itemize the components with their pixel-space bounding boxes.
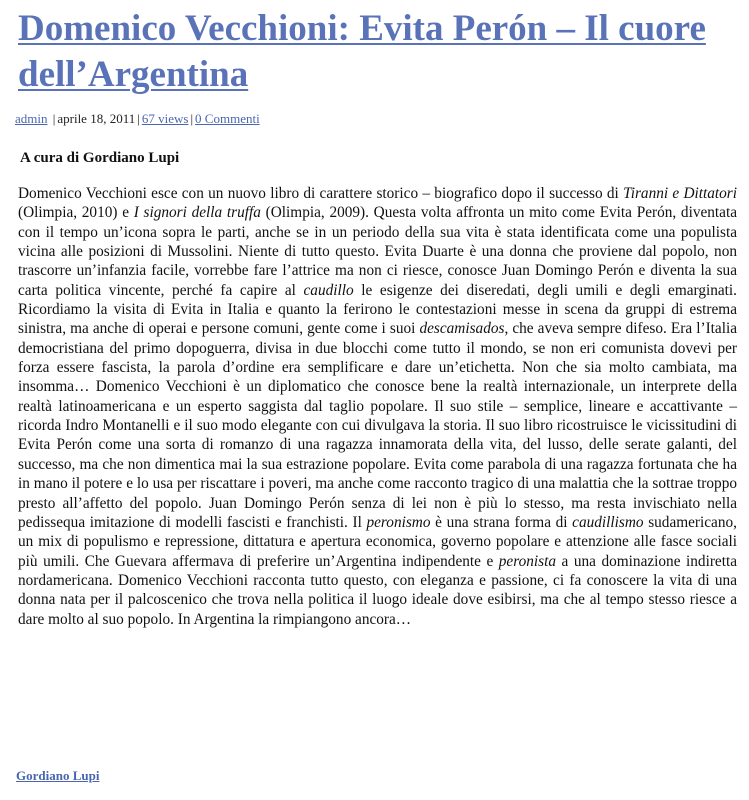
body-text: , che aveva sempre difeso. Era l’Italia democristiana del primo dopoguerra, divisa in due blocchi come tutto il mondo, se non eri comunista dovevi per forza essere fascista, la parola d’ordine era semplificare e dare un’etichetta. Non che sia molto cambiata, ma insomma… Domenico Vecchioni è un diplomatico che conosce bene la realtà internazionale, un interprete della realtà latinoamericana e un esperto saggista dal taglio popolare. Il suo stile – semplice, lineare e accattivante – ricorda Indro Montanelli e il suo modo elegante con cui divulgava la storia. Il suo libro ricostruisce le vicissitudini di Evita Perón come una sorta di romanzo di una ragazza innamorata della vita, del lusso, delle serate galanti, del successo, ma che non dimentica mai la sua estrazione popolare. Evita come parabola di una ragazza fortunata che ha in mano il potere e lo usa per riscattare i poveri, ma anche come racconto tragico di una malattia che la sottrae troppo presto all’affetto del popolo. Juan Domingo Perón senza di lei non è più lo stesso, ma resta invischiato nella pedissequa imitazione di modelli fascisti e franchisti. Il (18, 320, 737, 531)
body-text: sudamericano, un mix di populismo e repressione, dittatura e apertura economica, governo popolare e attenzione alle fasce sociali più umili. Che Guevara affermava di preferire un’Argentina indipendente e (18, 513, 737, 570)
body-text: Domenico Vecchioni esce con un nuovo libro di carattere storico – biografico dopo il successo di (18, 185, 624, 202)
author-signature-link[interactable]: Gordiano Lupi (16, 768, 100, 783)
body-text: (Olimpia, 2009). Questa volta affronta un mito come Evita Perón, diventata con il tempo un’icona sopra le parti, anche se in un periodo della sua vita è stata identificata come una populista vicina alle posizioni di Mussolini. Niente di tutto questo. Evita Duarte è una donna che proviene dal popolo, non trascorre un’infanzia facile, vorrebbe fare l’attrice ma non ci riesce, conosce Juan Domingo Perón e diventa la sua carta politica vincente, perché fa capire al (18, 204, 737, 299)
views-link[interactable]: 67 views (141, 111, 189, 126)
meta-separator: | (52, 111, 56, 126)
article-title[interactable]: Domenico Vecchioni: Evita Perón – Il cuore dell’Argentina (18, 8, 706, 95)
article-body (18, 184, 737, 629)
meta-separator: | (137, 111, 140, 126)
body-text: è una strana forma di (430, 513, 573, 531)
italic-term: descamisados (419, 320, 505, 338)
italic-term: peronista (498, 552, 557, 570)
book-title: Tiranni e Dittatori (623, 185, 738, 202)
comments-link[interactable]: 0 Commenti (195, 111, 260, 126)
body-text: le esigenze dei diseredati, degli umili e degli emarginati. Ricordiamo la visita di Evita in Italia e quanto la ferirono le contestazioni messe in scena da gruppi di estrema sinistra, ma anche di operai e persone comuni, gente come i suoi (18, 281, 737, 338)
meta-separator: | (190, 111, 194, 126)
body-paragraph (18, 184, 737, 629)
post-date: aprile 18, 2011 (57, 111, 136, 126)
italic-term: caudillismo (572, 513, 644, 531)
body-text: (Olimpia, 2010) e (18, 204, 134, 222)
italic-term: caudillo (303, 281, 354, 299)
body-text: a una dominazione indiretta nordamericana. Domenico Vecchioni racconta tutto questo, con eleganza e passione, ci fa conoscere la vita di una donna nata per il palcoscenico che trova nella politica il luogo ideale dove esibirsi, ma che al tempo stesso riesce a dare molto al suo popolo. In Argentina la rimpiangono ancora… (18, 552, 738, 628)
italic-term: peronismo (366, 513, 431, 531)
article-byline: A cura di Gordiano Lupi (20, 150, 180, 166)
author-link[interactable]: admin (15, 111, 48, 126)
book-title: I signori della truffa (133, 204, 261, 222)
post-meta (15, 110, 260, 128)
